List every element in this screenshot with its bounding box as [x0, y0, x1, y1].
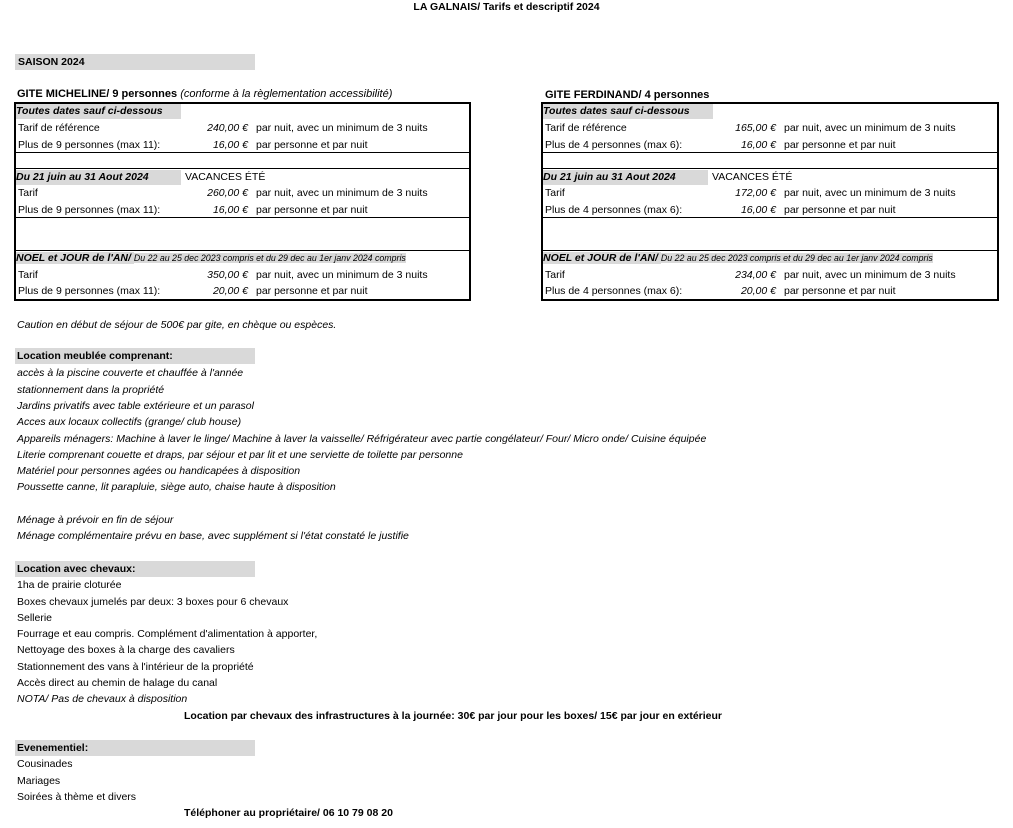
micheline-sec3-row2-label: Plus de 9 personnes (max 11): [18, 285, 161, 297]
micheline-sec3-row1-label: Tarif [18, 269, 38, 281]
ferdinand-title [545, 88, 709, 102]
evenementiel-item: Mariages [17, 775, 61, 787]
chevaux-heading: Location avec chevaux: [15, 561, 255, 577]
ferdinand-sec1-row1-desc: par nuit, avec un minimum de 3 nuits [784, 122, 956, 134]
micheline-sec2-row2-desc: par personne et par nuit [256, 204, 368, 216]
ferdinand-sec1-row1-price: 165,00 € [735, 122, 776, 134]
micheline-sec3-header-line [16, 251, 469, 266]
ferdinand-sec2-header: Du 21 juin au 31 Aout 2024 [543, 170, 708, 185]
micheline-sec1-row1-price: 240,00 € [207, 122, 248, 134]
micheline-sec2-row1-label: Tarif [18, 187, 38, 199]
micheline-note: (conforme à la règlementation accessibilité) [180, 88, 393, 100]
ferdinand-sec3-row2-desc: par personne et par nuit [784, 285, 896, 297]
ferdinand-name: GITE FERDINAND/ 4 personnes [545, 89, 710, 101]
micheline-sec1-row2-desc: par personne et par nuit [256, 139, 368, 151]
ferdinand-sec1-row2-label: Plus de 4 personnes (max 6): [545, 139, 683, 151]
ferdinand-sec3-row2-label: Plus de 4 personnes (max 6): [545, 285, 683, 297]
page-title: LA GALNAIS/ Tarifs et descriptif 2024 [413, 1, 600, 13]
micheline-title [17, 87, 392, 101]
evenementiel-item: Cousinades [17, 758, 73, 770]
caution-text: Caution en début de séjour de 500€ par gite, en chèque ou espèces. [17, 319, 337, 331]
meublee-item: stationnement dans la propriété [17, 384, 165, 396]
evenementiel-item: Soirées à thème et divers [17, 791, 137, 803]
micheline-sec3-header: NOEL et JOUR de l'AN/ [16, 252, 134, 264]
meublee-item: Poussette canne, lit parapluie, siège auto, chaise haute à disposition [17, 481, 336, 493]
ferdinand-sec3-note: Du 22 au 25 dec 2023 compris et du 29 dec au 1er janv 2024 compris [660, 253, 933, 263]
chevaux-item: Boxes chevaux jumelés par deux: 3 boxes pour 6 chevaux [17, 596, 289, 608]
micheline-sec2-row1-price: 260,00 € [207, 187, 248, 199]
micheline-sec3-row1-price: 350,00 € [207, 269, 248, 281]
micheline-sec3-row2-desc: par personne et par nuit [256, 285, 368, 297]
chevaux-item: 1ha de prairie cloturée [17, 579, 122, 591]
evenementiel-heading: Evenementiel: [15, 740, 255, 756]
ferdinand-sec3-row1-label: Tarif [545, 269, 565, 281]
location-meublee-heading: Location meublée comprenant: [15, 348, 255, 364]
micheline-sec2-header: Du 21 juin au 31 Aout 2024 [16, 170, 181, 185]
chevaux-item: Nettoyage des boxes à la charge des cavaliers [17, 644, 235, 656]
ferdinand-sec1-row1-label: Tarif de référence [545, 122, 627, 134]
ferdinand-sec2-row1-label: Tarif [545, 187, 565, 199]
chevaux-nota: NOTA/ Pas de chevaux à disposition [17, 693, 188, 705]
ferdinand-sec3-row1-desc: par nuit, avec un minimum de 3 nuits [784, 269, 956, 281]
chevaux-item: Sellerie [17, 612, 53, 624]
meublee-item: Acces aux locaux collectifs (grange/ club house) [17, 416, 242, 428]
micheline-sec2-tag: VACANCES ÉTÉ [185, 171, 266, 183]
chevaux-item: Stationnement des vans à l'intérieur de la propriété [17, 661, 254, 673]
micheline-sec1-row2-price: 16,00 € [212, 139, 248, 151]
ferdinand-sec3-header-line [543, 251, 997, 266]
micheline-sec1-header: Toutes dates sauf ci-dessous [16, 104, 181, 119]
micheline-sec2-row2-price: 16,00 € [212, 204, 248, 216]
phone-contact: Téléphoner au propriétaire/ 06 10 79 08 20 [184, 807, 393, 819]
ferdinand-sec2-row2-desc: par personne et par nuit [784, 204, 896, 216]
micheline-sec3-row2-price: 20,00 € [212, 285, 248, 297]
ferdinand-sec2-row1-price: 172,00 € [735, 187, 776, 199]
ferdinand-sec3-row2-price: 20,00 € [740, 285, 776, 297]
micheline-sec2-row1-desc: par nuit, avec un minimum de 3 nuits [256, 187, 428, 199]
ferdinand-sec2-row1-desc: par nuit, avec un minimum de 3 nuits [784, 187, 956, 199]
chevaux-journee: Location par chevaux des infrastructures à la journée: 30€ par jour pour les boxes/ 15€ par jour en extérieur [184, 710, 723, 722]
micheline-sec1-row2-label: Plus de 9 personnes (max 11): [18, 139, 161, 151]
ferdinand-sec3-row1-price: 234,00 € [735, 269, 776, 281]
ferdinand-sec1-row2-price: 16,00 € [740, 139, 776, 151]
micheline-sec2-row2-label: Plus de 9 personnes (max 11): [18, 204, 161, 216]
meublee-item: Jardins privatifs avec table extérieure et un parasol [17, 400, 254, 412]
ferdinand-sec3-header: NOEL et JOUR de l'AN/ [543, 252, 661, 264]
meublee-item: accès à la piscine couverte et chauffée à l'année [17, 367, 244, 379]
ferdinand-sec2-tag: VACANCES ÉTÉ [712, 171, 793, 183]
micheline-sec3-row1-desc: par nuit, avec un minimum de 3 nuits [256, 269, 428, 281]
chevaux-item: Accès direct au chemin de halage du canal [17, 677, 218, 689]
micheline-sec3-note: Du 22 au 25 dec 2023 compris et du 29 dec au 1er janv 2024 compris [133, 253, 406, 263]
micheline-name: GITE MICHELINE/ 9 personnes [17, 88, 178, 100]
meublee-item: Matériel pour personnes agées ou handicapées à disposition [17, 465, 301, 477]
chevaux-item: Fourrage et eau compris. Complément d'alimentation à apporter, [17, 628, 318, 640]
micheline-sec1-row1-label: Tarif de référence [18, 122, 100, 134]
ferdinand-sec2-row2-label: Plus de 4 personnes (max 6): [545, 204, 683, 216]
ferdinand-sec1-row2-desc: par personne et par nuit [784, 139, 896, 151]
menage-line: Ménage complémentaire prévu en base, avec supplément si l'état constaté le justifie [17, 530, 409, 542]
season-label: SAISON 2024 [15, 54, 255, 70]
ferdinand-sec2-row2-price: 16,00 € [740, 204, 776, 216]
ferdinand-sec1-header: Toutes dates sauf ci-dessous [543, 104, 713, 119]
meublee-item: Literie comprenant couette et draps, par séjour et par lit et une serviette de toilette par personne [17, 449, 463, 461]
micheline-sec1-row1-desc: par nuit, avec un minimum de 3 nuits [256, 122, 428, 134]
meublee-item: Appareils ménagers: Machine à laver le linge/ Machine à laver la vaisselle/ Réfrigérateur avec partie congélateur/ Four/ Micro onde/ Cuisine équipée [17, 433, 707, 445]
menage-line: Ménage à prévoir en fin de séjour [17, 514, 174, 526]
